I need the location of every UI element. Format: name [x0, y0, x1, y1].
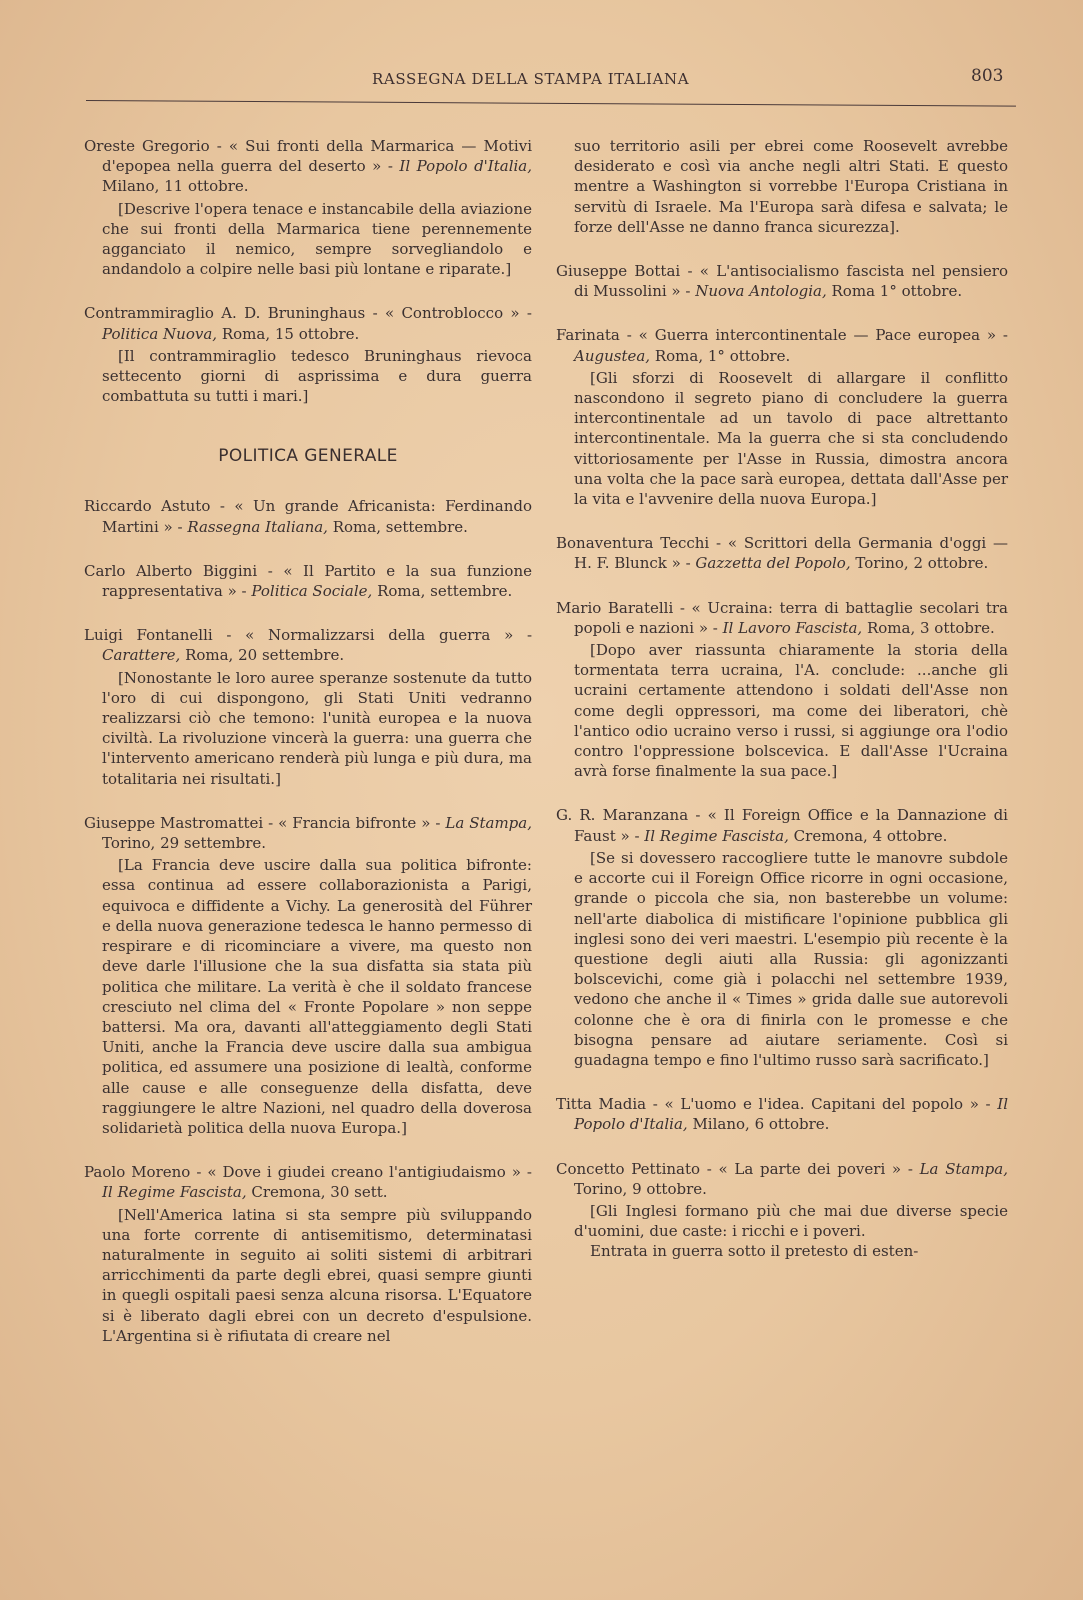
entry-place-date: Milano, 11 ottobre. [102, 177, 249, 196]
entry-author: Oreste Gregorio [84, 137, 210, 155]
entry-place-date: Roma, 15 ottobre. [221, 324, 360, 343]
running-header-title: RASSEGNA DELLA STAMPA ITALIANA [372, 70, 690, 88]
entry-publication: Il Popolo d'Italia, [574, 1095, 1009, 1134]
bibliography-entry [556, 261, 1008, 301]
entry-citation: Oreste Gregorio - « Sui fronti della Marmarica — Motivi d'epopea nella guerra del deserto » - Il Popolo d'Italia, Milano, 11 ottobre. [84, 137, 532, 196]
entry-place-date: Roma 1° ottobre. [831, 282, 963, 301]
bibliography-entry [556, 1094, 1008, 1134]
entry-author: Farinata [556, 326, 620, 345]
header-rule [86, 100, 1016, 107]
entry-author: Giuseppe Mastromattei [84, 813, 264, 832]
entry-publication: Il Lavoro Fascista, [722, 618, 863, 637]
entry-publication: Rassegna Italiana, [187, 517, 328, 536]
entry-citation: Carlo Alberto Biggini - « Il Partito e la sua funzione rappresentativa » - Politica Sociale, Roma, settembre. [84, 561, 532, 601]
entry-title: « Controblocco » [384, 304, 520, 323]
entry-author: Mario Baratelli [556, 598, 674, 617]
entry-place-date: Roma, 1° ottobre. [654, 346, 791, 365]
right-column [556, 136, 1008, 1286]
bibliography-entry [556, 598, 1008, 782]
entry-description: [Se si dovessero raccogliere tutte le manovre subdole e accorte cui il Foreign Office ricorre in ogni occasione, grande o piccola che sia, non basterebbe un volume: nell'arte diabolica di mistificare l'opinione pubblica gli inglesi sono dei veri maestri. L'esempio più recente è la questione degli aiuti alla Russia: gli agonizzanti bolscevichi, come già i polacchi nel settembre 1939, vedono che anche il « Times » grida dalle sue autorevoli colonne che è ora di finirla con le promesse e che bisogna pensare ad aiutare seriamente. Così si guadagna tempo e fino l'ultimo russo sarà sacrificato.] [574, 848, 1008, 1069]
entry-citation: G. R. Maranzana - « Il Foreign Office e la Dannazione di Faust » - Il Regime Fascista, Cremona, 4 ottobre. [556, 806, 1008, 845]
continued-description: suo territorio asili per ebrei come Roosevelt avrebbe desiderato e così via anche negli altri Stati. E questo mentre a Washington si vorrebbe l'Europa Cristiana in servitù di Israele. Ma l'Europa sarà difesa e salvata; le forze dell'Asse ne danno franca sicurezza]. [574, 137, 1008, 236]
entry-description: [Descrive l'opera tenace e instancabile della aviazione che sui fronti della Marmarica tiene perennemente agganciato il nemico, sempre sorvegliandolo e andandolo a colpire nelle basi più lontane e riparate.] [102, 199, 532, 279]
entry-publication: Gazzetta del Popolo, [695, 554, 851, 573]
bibliography-entry [84, 561, 532, 601]
entry-title: « Il Foreign Office e la Dannazione di Faust » [574, 806, 1008, 845]
bibliography-entry [84, 1162, 532, 1346]
bibliography-entry [84, 813, 532, 1138]
entry-description: [Gli Inglesi formano più che mai due diverse specie d'uomini, due caste: i ricchi e i poveri. [574, 1201, 1008, 1241]
entry-author: Luigi Fontanelli [84, 626, 213, 645]
entry-description: [Nonostante le loro auree speranze sostenute da tutto l'oro di cui dispongono, gli Stati Uniti vedranno realizzarsi ciò che temono: l'unità europea e la nuova civiltà. La rivoluzione vincerà la guerra: una guerra che l'intervento americano renderà più lunga e più dura, ma totalitaria nei risultati.] [102, 668, 532, 788]
entry-title: « Il Partito e la sua funzione rappresentativa » [102, 561, 532, 601]
entry-place-date: Cremona, 30 sett. [251, 1183, 388, 1202]
entry-citation: Giuseppe Bottai - « L'antisocialismo fascista nel pensiero di Mussolini » - Nuova Antologia, Roma 1° ottobre. [556, 262, 1008, 301]
entry-place-date: Milano, 6 ottobre. [692, 1115, 830, 1134]
bibliography-entry [84, 136, 532, 279]
entry-citation: Farinata - « Guerra intercontinentale — Pace europea » - Augustea, Roma, 1° ottobre. [556, 326, 1009, 365]
entry-publication: Politica Nuova, [102, 324, 218, 343]
left-column [84, 136, 532, 1370]
entry-publication: Carattere, [102, 646, 181, 665]
entry-place-date: Torino, 9 ottobre. [574, 1179, 707, 1198]
entry-publication: Nuova Antologia, [695, 282, 827, 301]
entry-title: « La parte dei poveri » [718, 1159, 902, 1178]
entry-publication: La Stampa, [445, 813, 532, 832]
entry-place-date: Roma, 20 settembre. [185, 646, 345, 665]
bibliography-entry [84, 303, 532, 406]
entry-title: « Ucraina: terra di battaglie secolari tra popoli e nazioni » [574, 598, 1008, 637]
entry-place-date: Torino, 2 ottobre. [855, 554, 989, 573]
section-heading: POLITICA GENERALE [218, 446, 398, 467]
entry-publication: Politica Sociale, [251, 582, 373, 601]
entry-citation: Titta Madia - « L'uomo e l'idea. Capitani del popolo » - Il Popolo d'Italia, Milano, 6 ottobre. [556, 1095, 1009, 1134]
entry-publication: Augustea, [574, 346, 651, 365]
entry-description: [La Francia deve uscire dalla sua politica bifronte: essa continua ad essere collaborazionista a Parigi, equivoca e diffidente a Vichy. La generosità del Führer e della nuova generazione tedesca le hanno permesso di respirare e di ricominciare a vivere, ma questo non deve darle l'illusione che la sua disfatta sia stata più politica che militare. La verità è che il soldato francese cresciuto nel clima del « Fronte Popolare » non seppe battersi. Ma ora, davanti all'atteggiamento degli Stati Uniti, anche la Francia deve uscire dalla sua ambigua politica, ed assumere una posizione di lealtà, conforme alle cause e alle conseguenze della disfatta, deve raggiungere le altre Nazioni, nel quadro della doverosa solidarietà politica della nuova Europa.] [102, 856, 532, 1137]
bibliography-entry [84, 496, 532, 536]
entry-author: G. R. Maranzana [556, 806, 689, 825]
entry-title: « Normalizzarsi della guerra » [245, 626, 514, 645]
entry-title: « Scrittori della Germania d'oggi — H. F. Blunck » [574, 534, 1008, 573]
entry-citation: Concetto Pettinato - « La parte dei poveri » - La Stampa, Torino, 9 ottobre. [556, 1159, 1008, 1198]
entry-title: « Dove i giudei creano l'antigiudaismo » [207, 1163, 521, 1182]
entry-author: Concetto Pettinato [556, 1159, 701, 1178]
entry-title: « L'antisocialismo fascista nel pensiero di Mussolini » [574, 262, 1008, 301]
page-number: 803 [971, 66, 1004, 86]
entry-citation: Mario Baratelli - « Ucraina: terra di battaglie secolari tra popoli e nazioni » - Il Lavoro Fascista, Roma, 3 ottobre. [556, 598, 1008, 637]
entry-place-date: Torino, 29 settembre. [102, 834, 267, 853]
entry-description: [Gli sforzi di Roosevelt di allargare il conflitto nascondono il segreto piano di concludere la guerra intercontinentale ad un tavolo di pace altrettanto intercontinentale. Ma la guerra che si sta concludendo vittoriosamente per l'Asse in Russia, dimostra ancora una volta che la pace sarà europea, dettata dall'Asse per la vita e l'avvenire della nuova Europa.] [574, 368, 1008, 509]
entry-description-continued: Entrata in guerra sotto il pretesto di esten- [590, 1242, 919, 1261]
entry-title: « Guerra intercontinentale — Pace europea » [638, 326, 997, 345]
entry-place-date: Cremona, 4 ottobre. [793, 826, 948, 845]
entry-description: [Dopo aver riassunta chiaramente la storia della tormentata terra ucraina, l'A. conclude: ...anche gli ucraini certamente attendono i soldati dell'Asse non come degli oppressori, ma come dei liberatori, chè l'antico odio ucraino verso i russi, si aggiunge ora l'odio contro l'oppressione bolscevica. E dall'Asse l'Ucraina avrà forse finalmente la sua pace.] [574, 641, 1008, 781]
entry-description: [Nell'America latina si sta sempre più sviluppando una forte corrente di antisemitismo, determinatasi naturalmente in seguito ai soliti sistemi di arbitrari arricchimenti da parte degli ebrei, quasi sempre giunti in quegli ospitali paesi senza alcuna risorsa. L'Equatore si è liberato dagli ebrei con un decreto d'espulsione. L'Argentina si è rifiutata di creare nel [102, 1205, 532, 1345]
entry-publication: Il Regime Fascista, [102, 1183, 247, 1202]
entry-place-date: Roma, 3 ottobre. [866, 618, 995, 637]
entry-publication: La Stampa, [919, 1159, 1008, 1178]
entry-publication: Il Popolo d'Italia, [399, 157, 532, 176]
entry-publication: Il Regime Fascista, [644, 826, 789, 845]
entry-citation: Bonaventura Tecchi - « Scrittori della Germania d'oggi — H. F. Blunck » - Gazzetta del Popolo, Torino, 2 ottobre. [556, 534, 1008, 573]
entry-description: [Il contrammiraglio tedesco Bruninghaus rievoca settecento giorni di asprissima e dura guerra combattuta su tutti i mari.] [102, 346, 532, 406]
entry-author: Paolo Moreno [84, 1163, 191, 1182]
entry-title: « L'uomo e l'idea. Capitani del popolo » [664, 1095, 979, 1114]
entry-citation: Giuseppe Mastromattei - « Francia bifronte » - La Stampa, Torino, 29 settembre. [84, 813, 532, 853]
entry-title: « Un grande Africanista: Ferdinando Martini » [102, 497, 533, 536]
bibliography-entry [84, 625, 532, 789]
entry-author: Contrammiraglio A. D. Bruninghaus [84, 304, 366, 323]
entry-citation: Contrammiraglio A. D. Bruninghaus - « Controblocco » - Politica Nuova, Roma, 15 ottobre. [84, 304, 532, 343]
entry-author: Bonaventura Tecchi [556, 534, 710, 553]
entry-author: Carlo Alberto Biggini [84, 561, 258, 580]
entry-place-date: Roma, settembre. [332, 517, 468, 536]
entry-place-date: Roma, settembre. [377, 582, 513, 601]
bibliography-entry [556, 805, 1008, 1070]
entry-author: Riccardo Astuto [84, 497, 211, 516]
entry-citation: Riccardo Astuto - « Un grande Africanista: Ferdinando Martini » - Rassegna Italiana, Roma, settembre. [84, 497, 533, 536]
entry-citation: Luigi Fontanelli - « Normalizzarsi della guerra » - Carattere, Roma, 20 settembre. [84, 626, 533, 665]
entry-title: « Sui fronti della Marmarica — Motivi d'epopea nella guerra del deserto » [102, 137, 532, 176]
entry-author: Titta Madia [556, 1095, 647, 1114]
entry-author: Giuseppe Bottai [556, 262, 681, 281]
entry-title: « Francia bifronte » [278, 813, 431, 832]
bibliography-entry [556, 533, 1008, 573]
entry-citation: Paolo Moreno - « Dove i giudei creano l'antigiudaismo » - Il Regime Fascista, Cremona, 30 sett. [84, 1163, 533, 1202]
bibliography-entry [556, 1159, 1008, 1262]
bibliography-entry [556, 325, 1008, 509]
